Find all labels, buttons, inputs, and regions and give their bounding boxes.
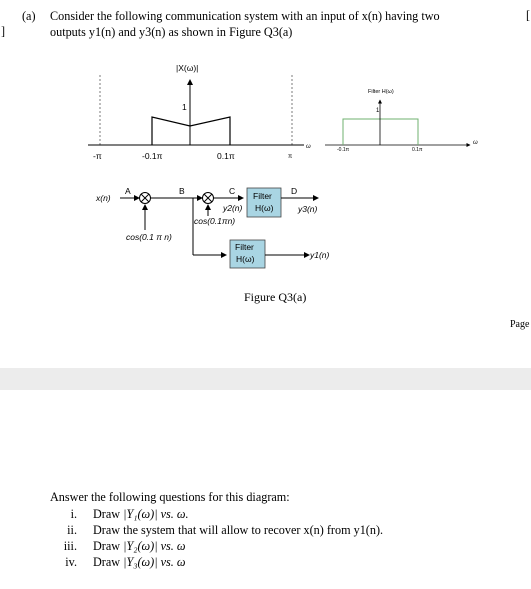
label-carrier-1: cos(0.1 π n) bbox=[126, 232, 172, 242]
filter-rect bbox=[343, 119, 418, 145]
spectrum-axis-omega: ω bbox=[306, 144, 311, 150]
page-label: Page bbox=[510, 319, 530, 330]
label-x-n: x(n) bbox=[96, 193, 111, 203]
filter-tick-neg: -0.1π bbox=[337, 147, 350, 153]
block-diagram bbox=[120, 188, 318, 268]
label-y2-n: y2(n) bbox=[223, 203, 243, 213]
question-label: (a) bbox=[22, 9, 36, 23]
answer-item-text: Draw bbox=[93, 539, 124, 553]
answer-item-4 bbox=[0, 554, 531, 570]
filter-1-text-line-1: Filter bbox=[253, 191, 272, 201]
answer-item-number: ii. bbox=[67, 523, 77, 537]
filter-plot-title: Filter H(ω) bbox=[368, 89, 394, 95]
page-gap bbox=[0, 368, 531, 390]
label-y1-n: y1(n) bbox=[310, 250, 330, 260]
answer-item-number: iii. bbox=[63, 539, 77, 553]
answer-item-text: Draw bbox=[93, 507, 124, 521]
label-node-d: D bbox=[291, 186, 298, 196]
answer-list bbox=[0, 506, 531, 570]
answer-intro: Answer the following questions for this diagram: bbox=[50, 490, 290, 504]
answer-item-text: Draw the system that will allow to recover x(n) from y1(n). bbox=[93, 523, 384, 537]
answer-item-suffix: vs. ω bbox=[157, 539, 186, 553]
answer-item-magnitude: |Y₂(ω)| bbox=[123, 539, 158, 553]
right-edge-mark: [ bbox=[526, 8, 531, 22]
label-node-c: C bbox=[229, 186, 236, 196]
spectrum-plot bbox=[88, 75, 304, 145]
filter-plot bbox=[325, 100, 470, 145]
spectrum-peak-label: 1 bbox=[182, 102, 187, 112]
filter-tick-pos: 0.1π bbox=[412, 147, 423, 153]
spectrum-title: |X(ω)| bbox=[176, 63, 199, 73]
filter-peak-label: 1 bbox=[376, 108, 380, 114]
tick-pos-0-1-pi: 0.1π bbox=[217, 151, 235, 161]
spectrum-shape bbox=[152, 117, 230, 145]
filter-2-text-line-1: Filter bbox=[235, 242, 254, 252]
left-edge-mark: ] bbox=[1, 24, 6, 38]
answer-item-suffix: vs. ω. bbox=[157, 507, 189, 521]
figure-caption: Figure Q3(a) bbox=[244, 290, 307, 304]
filter-2-text-line-2: H(ω) bbox=[236, 254, 255, 264]
filter-1-text-line-2: H(ω) bbox=[255, 203, 274, 213]
answer-item-suffix: vs. ω bbox=[157, 555, 186, 569]
label-y3-n: y3(n) bbox=[298, 204, 318, 214]
answer-item-1 bbox=[0, 506, 531, 522]
answer-item-magnitude: |Y₃(ω)| bbox=[123, 555, 158, 569]
answer-item-2 bbox=[0, 522, 531, 538]
label-node-a: A bbox=[125, 186, 131, 196]
question-line-2: outputs y1(n) and y3(n) as shown in Figure Q3(a) bbox=[50, 25, 293, 39]
question-line-1: Consider the following communication system with an input of x(n) having two bbox=[50, 9, 440, 23]
answer-item-number: i. bbox=[70, 507, 77, 521]
answer-item-3 bbox=[0, 538, 531, 554]
filter-axis-omega: ω bbox=[473, 140, 478, 146]
answer-item-magnitude: |Y₁(ω)| bbox=[123, 507, 158, 521]
tick-pi: π bbox=[288, 154, 293, 160]
label-carrier-2: cos(0.1πn) bbox=[194, 216, 236, 226]
tick-neg-pi: -π bbox=[93, 151, 102, 161]
answer-item-text: Draw bbox=[93, 555, 124, 569]
label-node-b: B bbox=[179, 186, 185, 196]
answer-item-number: iv. bbox=[65, 555, 77, 569]
tick-neg-0-1-pi: -0.1π bbox=[142, 151, 163, 161]
